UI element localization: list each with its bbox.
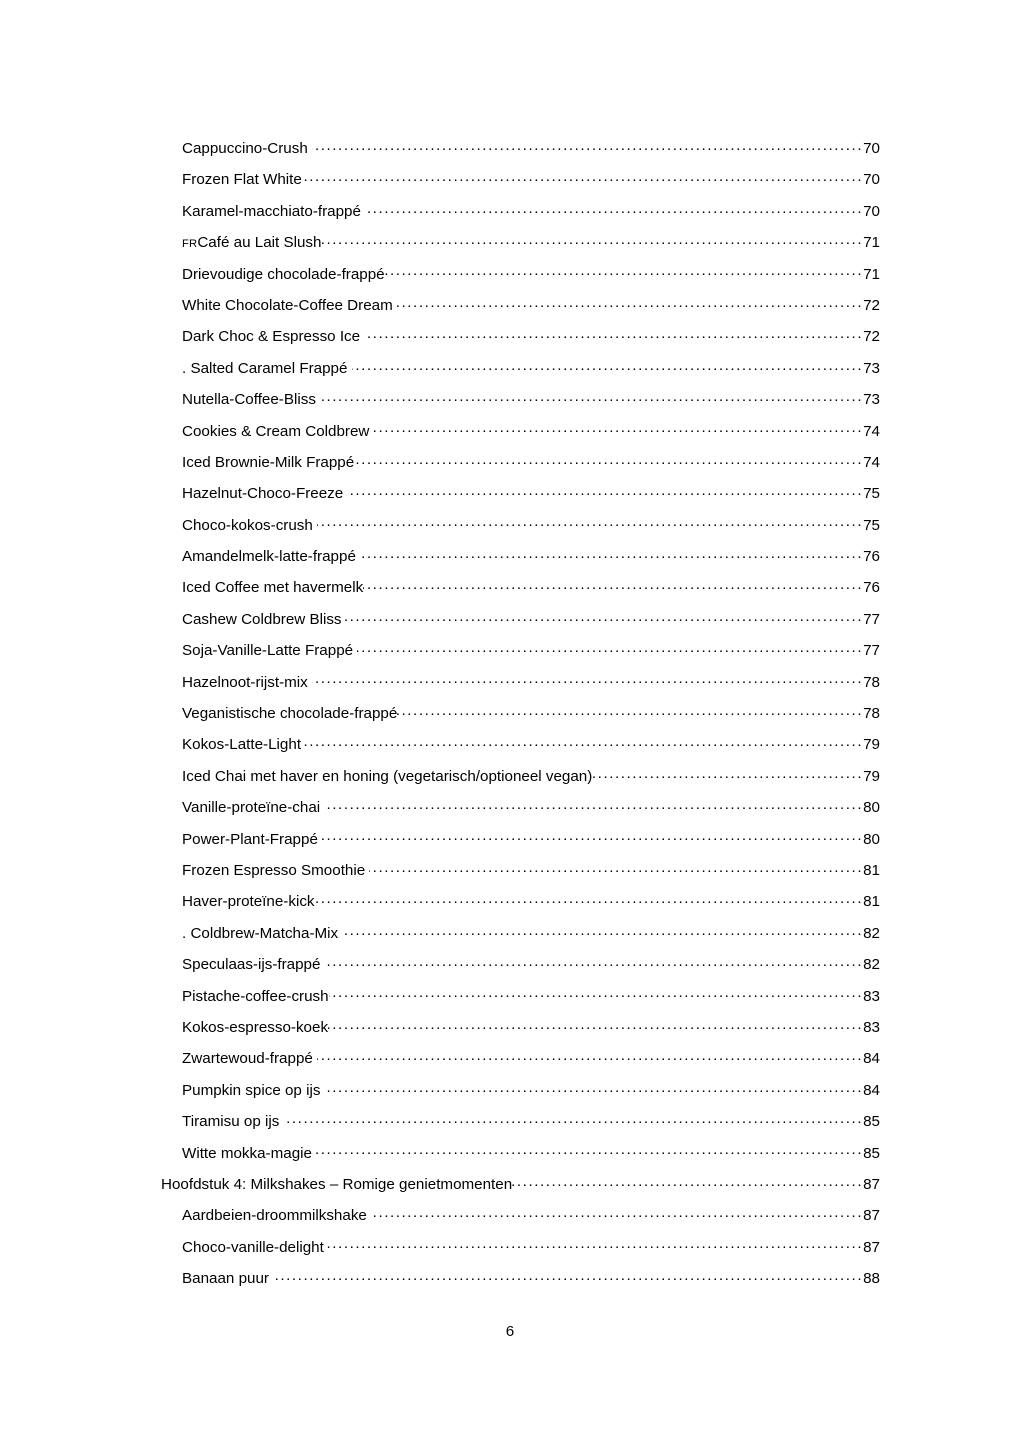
toc-entry-page-number: 70 (863, 140, 880, 157)
toc-entry[interactable] (150, 1106, 880, 1137)
toc-leader-dots (363, 577, 863, 592)
toc-entry-label: . Salted Caramel Frappé (182, 359, 352, 377)
toc-entry-page-number: 78 (863, 705, 880, 723)
toc-entry[interactable] (150, 1200, 880, 1231)
toc-entry[interactable] (150, 667, 880, 698)
toc-entry-label: Choco-kokos-crush (182, 516, 318, 534)
toc-entry[interactable] (150, 729, 880, 760)
toc-leader-dots (302, 169, 863, 184)
toc-entry-page-number: 75 (863, 485, 880, 503)
toc-entry-page-number: 77 (863, 610, 880, 628)
toc-entry-label: Frozen Flat White (182, 171, 302, 189)
toc-entry[interactable] (150, 572, 880, 603)
toc-entry[interactable] (150, 510, 880, 541)
toc-entry-title (161, 1169, 512, 1200)
toc-entry-title (182, 981, 329, 1012)
toc-entry-page-number: 80 (863, 830, 880, 848)
toc-entry-page-number: 72 (863, 328, 880, 346)
toc-leader-dots (371, 1205, 863, 1220)
toc-entry-page-number: 79 (863, 736, 880, 754)
toc-entry[interactable] (150, 1169, 880, 1200)
toc-entry-page-number: 82 (863, 956, 880, 974)
toc-entry-label: Veganistische chocolade-frappé (182, 705, 398, 723)
toc-entry-title (182, 510, 317, 541)
toc-entry-title (182, 416, 374, 447)
toc-entry[interactable] (150, 196, 880, 227)
toc-leader-dots (301, 734, 863, 749)
toc-entry[interactable] (150, 384, 880, 415)
toc-entry-label: Cashew Coldbrew Bliss (182, 610, 342, 628)
table-of-contents (150, 133, 880, 1294)
toc-entry-page-number: 79 (863, 767, 880, 785)
toc-entry-page-number: 71 (863, 265, 880, 283)
toc-leader-dots (312, 138, 863, 153)
toc-entry-label: White Chocolate-Coffee Dream (182, 296, 393, 314)
toc-entry-page-number: 74 (863, 453, 880, 471)
toc-leader-dots (354, 452, 863, 467)
toc-leader-dots (325, 1080, 863, 1095)
toc-entry-title (182, 541, 360, 572)
toc-entry-page-number: 81 (863, 861, 880, 879)
toc-entry[interactable] (150, 981, 880, 1012)
toc-entry-label: Aardbeien-droommilkshake (182, 1207, 372, 1225)
toc-entry[interactable] (150, 792, 880, 823)
toc-entry-page-number: 75 (863, 516, 880, 534)
toc-entry-title (182, 478, 347, 509)
toc-entry-page-number: 73 (863, 359, 880, 377)
toc-leader-dots (393, 295, 863, 310)
toc-entry[interactable] (150, 604, 880, 635)
toc-leader-dots (357, 640, 863, 655)
toc-entry[interactable] (150, 321, 880, 352)
toc-entry-title (182, 635, 357, 666)
toc-leader-dots (322, 828, 863, 843)
toc-leader-dots (592, 766, 863, 781)
toc-entry[interactable] (150, 855, 880, 886)
toc-entry-label: Witte mokka-magie (182, 1144, 317, 1162)
toc-entry[interactable] (150, 824, 880, 855)
toc-entry-label: Amandelmelk-latte-frappé (182, 548, 361, 566)
toc-entry-label: Kokos-Latte-Light (182, 736, 302, 754)
toc-leader-dots (284, 1111, 864, 1126)
toc-entry-page-number: 85 (863, 1144, 880, 1162)
toc-leader-dots (325, 954, 863, 969)
toc-entry-title (182, 667, 312, 698)
toc-entry-title (182, 227, 321, 260)
toc-leader-dots (329, 985, 863, 1000)
toc-entry-page-number: 70 (863, 202, 880, 220)
toc-entry[interactable] (150, 698, 880, 729)
toc-entry[interactable] (150, 290, 880, 321)
toc-leader-dots (369, 860, 863, 875)
toc-entry-title (182, 1138, 316, 1169)
toc-leader-dots (324, 1236, 863, 1251)
toc-entry-label: Soja-Vanille-Latte Frappé (182, 642, 358, 660)
toc-entry[interactable] (150, 353, 880, 384)
toc-entry[interactable] (150, 227, 880, 258)
toc-entry-label: Choco-vanille-delight (182, 1238, 324, 1256)
toc-entry-page-number: 72 (863, 296, 880, 314)
toc-entry-title (182, 384, 320, 415)
toc-entry-page-number: 82 (863, 924, 880, 942)
toc-entry-title (182, 761, 592, 792)
toc-entry-label: Tiramisu op ijs (182, 1113, 284, 1131)
toc-entry[interactable] (150, 949, 880, 980)
toc-entry-label: Banaan puur (182, 1270, 274, 1288)
toc-entry-page-number: 77 (863, 642, 880, 660)
toc-entry[interactable] (150, 886, 880, 917)
toc-entry-title (182, 886, 315, 917)
toc-entry-page-number: 84 (863, 1050, 880, 1068)
toc-entry-title (182, 1075, 325, 1106)
toc-entry[interactable] (150, 1043, 880, 1074)
toc-entry-label: Cappuccino-Crush (182, 140, 312, 157)
toc-entry-label: Speculaas-ijs-frappé (182, 956, 325, 974)
toc-entry[interactable] (150, 1263, 880, 1294)
toc-leader-dots (385, 263, 863, 278)
toc-entry-page-number: 85 (863, 1113, 880, 1131)
toc-entry-page-number: 83 (863, 987, 880, 1005)
toc-entry-title (182, 918, 342, 949)
toc-entry-title (182, 1263, 273, 1294)
toc-entry-title (182, 290, 393, 321)
toc-entry-label: Café au Lait Slush (197, 234, 322, 252)
toc-entry[interactable] (150, 1232, 880, 1263)
toc-leader-dots (316, 1142, 863, 1157)
toc-entry[interactable] (150, 761, 880, 792)
toc-entry[interactable] (150, 447, 880, 478)
toc-leader-dots (397, 703, 863, 718)
toc-leader-dots (320, 389, 863, 404)
toc-entry-title (182, 855, 369, 886)
toc-entry[interactable] (150, 635, 880, 666)
toc-entry-label: Iced Coffee met havermelk (182, 579, 364, 597)
toc-entry-title (182, 1012, 328, 1043)
toc-leader-dots (365, 201, 863, 216)
toc-leader-dots (321, 232, 863, 247)
toc-entry-page-number: 88 (863, 1270, 880, 1288)
toc-entry-page-number: 78 (863, 673, 880, 691)
toc-entry-page-number: 80 (863, 799, 880, 817)
toc-entry[interactable] (150, 416, 880, 447)
toc-entry[interactable] (150, 259, 880, 290)
toc-entry-title (182, 572, 363, 603)
toc-entry-label: Cookies & Cream Coldbrew (182, 422, 374, 440)
toc-entry-label: Hoofdstuk 4: Milkshakes – Romige genietmomenten (161, 1175, 513, 1193)
toc-leader-dots (324, 797, 863, 812)
toc-entry-page-number: 84 (863, 1081, 880, 1099)
toc-entry-label: Nutella-Coffee-Bliss (182, 391, 321, 409)
toc-leader-dots (342, 923, 863, 938)
toc-entry-title (182, 698, 397, 729)
toc-entry-label: Power-Plant-Frappé (182, 830, 323, 848)
toc-entry-label: Iced Chai met haver en honing (vegetarisch/optioneel vegan) (182, 767, 593, 785)
toc-leader-dots (342, 609, 864, 624)
toc-entry-title (182, 824, 322, 855)
toc-entry-label: Hazelnoot-rijst-mix (182, 673, 312, 691)
toc-leader-dots (347, 483, 863, 498)
toc-entry-label: Vanille-proteïne-chai (182, 799, 325, 817)
toc-entry-title (182, 353, 352, 384)
toc-entry-title (182, 321, 364, 352)
toc-entry-label: Haver-proteïne-kick (182, 893, 315, 911)
toc-entry[interactable] (150, 918, 880, 949)
toc-leader-dots (512, 1174, 863, 1189)
toc-entry-page-number: 83 (863, 1018, 880, 1036)
toc-leader-dots (352, 358, 863, 373)
toc-entry-title (182, 133, 312, 164)
toc-entry-label: Zwartewoud-frappé (182, 1050, 318, 1068)
toc-entry-page-number: 73 (863, 391, 880, 409)
toc-leader-dots (364, 326, 863, 341)
toc-entry-label: Drievoudige chocolade-frappé (182, 265, 385, 283)
toc-entry-page-number: 87 (863, 1238, 880, 1256)
toc-entry-label: Karamel-macchiato-frappé (182, 202, 366, 220)
toc-entry[interactable] (150, 1012, 880, 1043)
toc-entry-page-number: 87 (863, 1175, 880, 1193)
toc-entry-title (182, 604, 342, 635)
toc-entry-page-number: 71 (863, 234, 880, 252)
toc-entry-page-number: 87 (863, 1207, 880, 1225)
toc-entry-label: . Coldbrew-Matcha-Mix (182, 924, 343, 942)
page-number: 6 (505, 1323, 515, 1340)
toc-entry-page-number: 76 (863, 579, 880, 597)
toc-entry-title (182, 1200, 371, 1231)
toc-entry-title (182, 164, 302, 195)
toc-entry-page-number: 81 (863, 893, 880, 911)
toc-entry-title (182, 792, 324, 823)
toc-entry-label: Iced Brownie-Milk Frappé (182, 453, 355, 471)
toc-entry-label: Frozen Espresso Smoothie (182, 861, 370, 879)
toc-entry-page-number: 76 (863, 548, 880, 566)
toc-entry-title (182, 447, 354, 478)
toc-entry[interactable] (150, 133, 880, 164)
toc-leader-dots (317, 1048, 863, 1063)
toc-entry[interactable] (150, 541, 880, 572)
toc-entry[interactable] (150, 164, 880, 195)
toc-entry-title (182, 729, 301, 760)
toc-entry[interactable] (150, 478, 880, 509)
toc-entry[interactable] (150, 1138, 880, 1169)
toc-entry-title (182, 259, 385, 290)
toc-entry-page-number: 70 (863, 171, 880, 189)
toc-entry-label: Pumpkin spice op ijs (182, 1081, 325, 1099)
toc-leader-dots (273, 1268, 863, 1283)
toc-entry-title (182, 196, 365, 227)
toc-leader-dots (374, 420, 863, 435)
toc-entry-language-prefix: FR (182, 238, 198, 251)
toc-entry-label: Dark Choc & Espresso Ice (182, 328, 365, 346)
toc-entry-label: Kokos-espresso-koek (182, 1018, 329, 1036)
toc-leader-dots (317, 515, 863, 530)
toc-entry[interactable] (150, 1075, 880, 1106)
toc-entry-page-number: 74 (863, 422, 880, 440)
toc-entry-title (182, 1232, 324, 1263)
toc-entry-label: Pistache-coffee-crush (182, 987, 329, 1005)
toc-entry-label: Hazelnut-Choco-Freeze (182, 485, 348, 503)
toc-leader-dots (312, 671, 863, 686)
toc-entry-title (182, 1106, 284, 1137)
toc-entry-title (182, 1043, 317, 1074)
toc-entry-title (182, 949, 325, 980)
toc-leader-dots (315, 891, 864, 906)
toc-leader-dots (360, 546, 863, 561)
toc-leader-dots (328, 1017, 863, 1032)
